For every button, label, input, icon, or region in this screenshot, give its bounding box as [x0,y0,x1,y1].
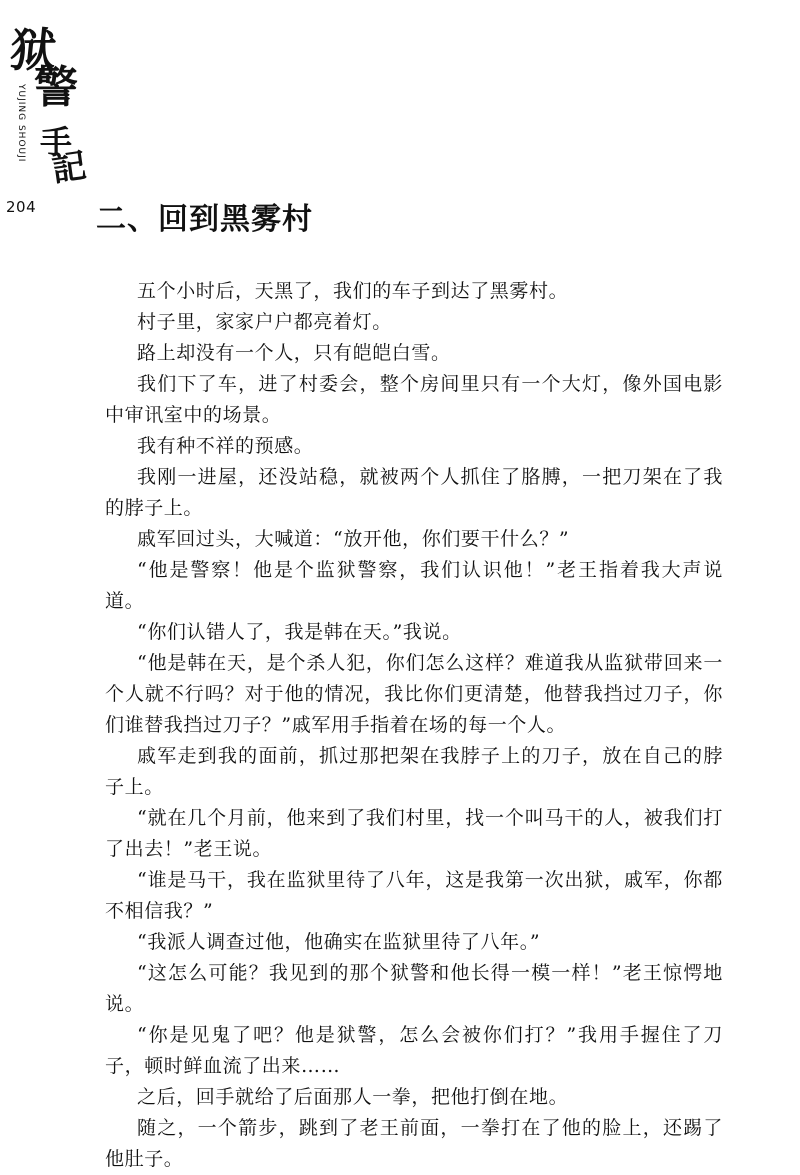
paragraph: “我派人调查过他，他确实在监狱里待了八年。” [137,931,541,953]
paragraph: 之后，回手就给了后面那人一拳，把他打倒在地。 [137,1086,569,1108]
paragraph: 村子里，家家户户都亮着灯。 [137,311,392,333]
logo-char: 記 [49,145,89,191]
paragraph: “你是见鬼了吧？他是狱警，怎么会被你们打？”我用手握住了刀子，顿时鲜血流了出来…… [105,1024,723,1077]
paragraph: 我有种不祥的预感。 [137,435,314,457]
paragraph: 我刚一进屋，还没站稳，就被两个人抓住了胳膊，一把刀架在了我的脖子上。 [105,466,723,519]
book-logo [6,23,89,191]
paragraph: “这怎么可能？我见到的那个狱警和他长得一模一样！”老王惊愕地说。 [105,962,723,1015]
page-number: 204 [6,198,37,216]
logo-char: 狱 [7,23,59,77]
paragraph: 我们下了车，进了村委会，整个房间里只有一个大灯，像外国电影中审讯室中的场景。 [105,373,723,426]
logo-char: 警 [34,62,78,113]
paragraph: 戚军回过头，大喊道：“放开他，你们要干什么？” [137,528,570,550]
paragraph: “就在几个月前，他来到了我们村里，找一个叫马干的人，被我们打了出去！”老王说。 [105,807,723,860]
logo-latin-text: YUJING SHOUJI [16,84,26,163]
paragraph: “你们认错人了，我是韩在天。”我说。 [137,621,462,643]
paragraph: 五个小时后，天黑了，我们的车子到达了黑雾村。 [137,280,569,302]
chapter-title: 二、回到黑雾村 [96,202,313,237]
paragraph: 戚军走到我的面前，抓过那把架在我脖子上的刀子，放在自己的脖子上。 [105,745,723,798]
paragraph: “他是韩在天，是个杀人犯，你们怎么这样？难道我从监狱带回来一个人就不行吗？对于他的情况，我比你们更清楚，他替我挡过刀子，你们谁替我挡过刀子？”戚军用手指着在场的每一个人。 [105,652,723,736]
paragraph: “谁是马干，我在监狱里待了八年，这是我第一次出狱，戚军，你都不相信我？” [105,869,723,922]
paragraph: 路上却没有一个人，只有皑皑白雪。 [137,342,451,364]
body-text [105,276,723,1175]
paragraph: 随之，一个箭步，跳到了老王前面，一拳打在了他的脸上，还踢了他肚子。 [105,1117,723,1170]
paragraph: “他是警察！他是个监狱警察，我们认识他！”老王指着我大声说道。 [105,559,723,612]
logo-char: 手 [40,123,73,161]
